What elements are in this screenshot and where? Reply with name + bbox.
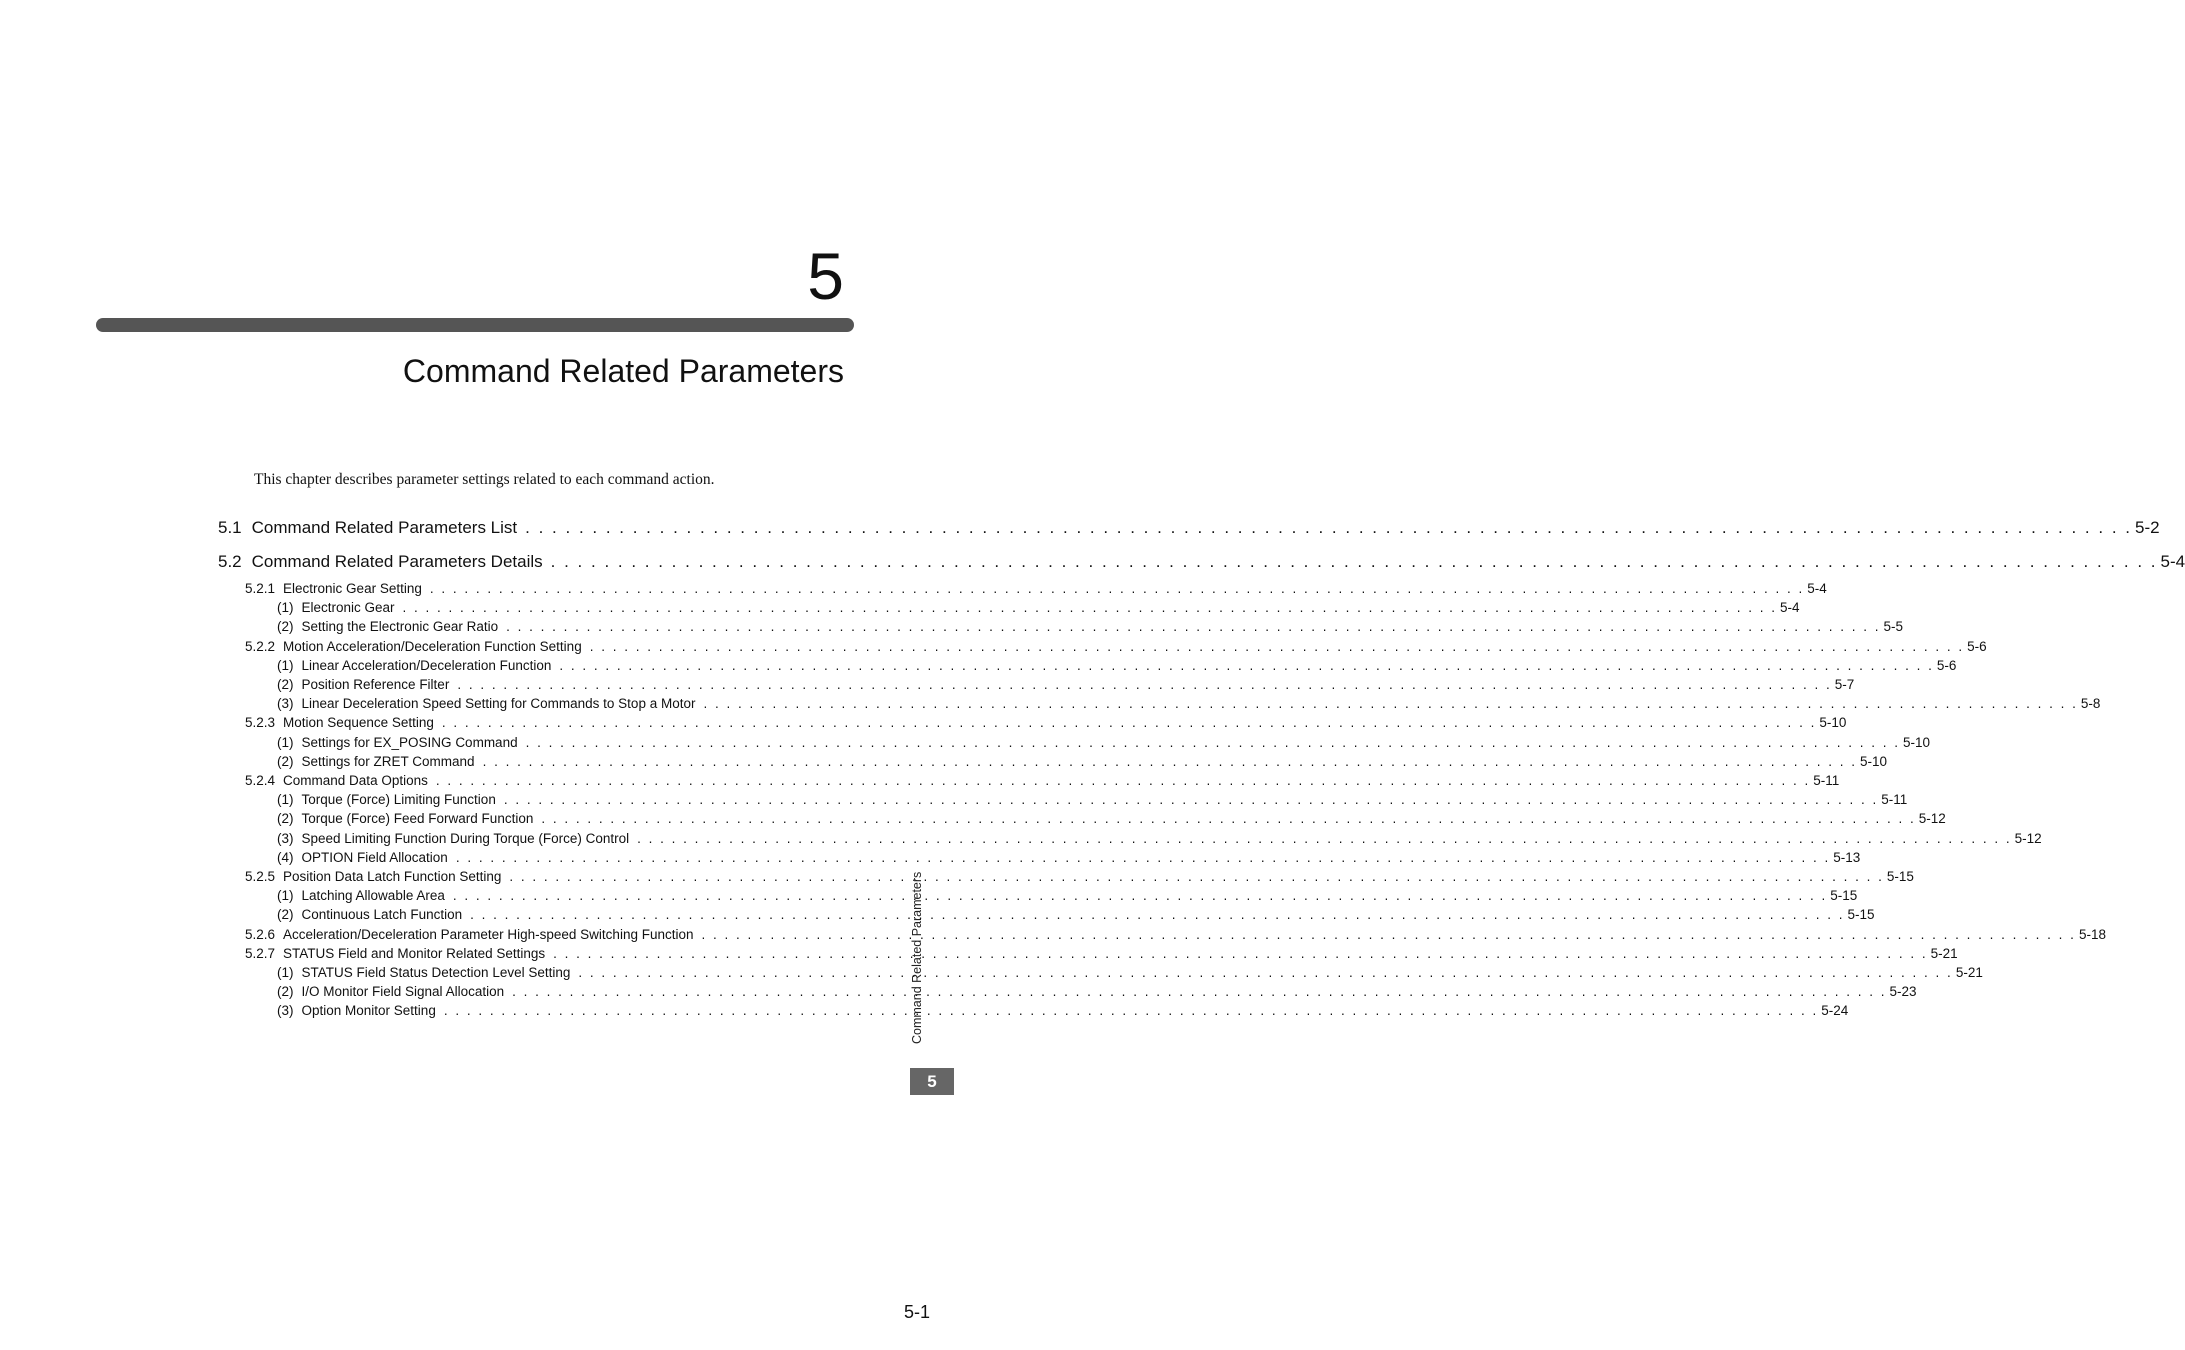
toc-entry[interactable]: [245, 637, 1987, 656]
toc-entry[interactable]: [218, 550, 2185, 574]
toc-entry-number: (2): [277, 677, 294, 692]
toc-entry-number: (2): [277, 984, 294, 1000]
toc-entry-title: Speed Limiting Function During Torque (Force) Control: [301, 830, 630, 846]
toc-entry[interactable]: [277, 982, 1917, 1001]
toc-entry[interactable]: [277, 694, 2101, 713]
toc-entry-page: 5-7: [1834, 677, 1855, 692]
toc-entry-page: 5-18: [2078, 926, 2106, 942]
toc-entry-title: Settings for ZRET Command: [301, 753, 475, 769]
toc-entry-page: 5-6: [1936, 657, 1957, 673]
toc-entry-page: 5-23: [1889, 984, 1917, 1000]
toc-entry-number: (4): [277, 849, 294, 865]
toc-entry-title: Position Data Latch Function Setting: [283, 869, 502, 884]
toc-entry-page: 5-10: [1819, 715, 1847, 731]
toc-entry-title: I/O Monitor Field Signal Allocation: [301, 984, 505, 1000]
toc-dot-leader: . . . . . . . . . . . . . . . . . . . . . . . . . . . . . . . . . . . . . . . . . . . . . . . . . . . . . . . . . . . . . . . . . . . . . . . . . . . . . . . . . . . . . . . . . . . . . . . . . . . . . . . . . . . . . . . . . . . . . . . .: [455, 849, 1831, 865]
toc-dot-leader: . . . . . . . . . . . . . . . . . . . . . . . . . . . . . . . . . . . . . . . . . . . . . . . . . . . . . . . . . . . . . . . . . . . . . . . . . . . . . . . . . . . . . . . . . . . . . . . . . . . . . . . . . . . . . . . . . . . . . . . .: [701, 926, 2076, 942]
chapter-number: 5: [807, 239, 844, 313]
toc-entry-title: Acceleration/Deceleration Parameter High-speed Switching Function: [283, 926, 694, 942]
toc-entry-page: 5-8: [2080, 696, 2101, 712]
toc-entry-number: 5.2.2: [245, 638, 276, 654]
toc-entry[interactable]: [245, 944, 1958, 963]
toc-dot-leader: . . . . . . . . . . . . . . . . . . . . . . . . . . . . . . . . . . . . . . . . . . . . . . . . . . . . . . . . . . . . . . . . . . . . . . . . . . . . . . . . . . . . . . . . . . . . . . . . . . . . . . . . . . . . . . . . . . . . . . . .: [589, 638, 1965, 654]
toc-entry-page: 5-10: [1903, 734, 1931, 750]
toc-entry[interactable]: [277, 886, 1858, 905]
toc-dot-leader: . . . . . . . . . . . . . . . . . . . . . . . . . . . . . . . . . . . . . . . . . . . . . . . . . . . . . . . . . . . . . . . . . . . . . . . . . . . . . . . . . . . . . . . . . . . . . . . . . . . . . . . . . . . . . . . . . . . . . . . .: [506, 619, 1881, 635]
toc-entry[interactable]: [277, 598, 1800, 617]
toc-entry[interactable]: [245, 867, 1914, 886]
toc-entry-number: (2): [277, 907, 294, 923]
toc-entry[interactable]: [277, 656, 1957, 675]
toc-entry-title: Settings for EX_POSING Command: [301, 734, 518, 750]
toc-entry-number: 5.2.3: [245, 715, 276, 731]
toc-dot-leader: . . . . . . . . . . . . . . . . . . . . . . . . . . . . . . . . . . . . . . . . . . . . . . . . . . . . . . . . . . . . . . . . . . . . . . . . . . . . . . . . . . . . . . . . . . . . . . . . . . . . . . . . . . . . . . . . . . . . . . . .: [525, 734, 1901, 750]
toc-entry-number: (3): [277, 830, 294, 846]
toc-dot-leader: . . . . . . . . . . . . . . . . . . . . . . . . . . . . . . . . . . . . . . . . . . . . . . . . . . . . . . . . . . . . . . . . . . . . . . . . . . . . . . . . . . . . . . . . . . . . . . . . . . . . . . . . . . . . . . . . . . . . . . . .: [553, 945, 1928, 961]
toc-entry-number: 5.2.4: [245, 773, 276, 788]
toc-entry-title: Linear Acceleration/Deceleration Function: [301, 657, 552, 673]
page-number: 5-1: [903, 1302, 930, 1322]
toc-dot-leader: . . . . . . . . . . . . . . . . . . . . . . . . . . . . . . . . . . . . . . . . . . . . . . . . . . . . . . . . . . . . . . . . . . . . . . . . . . . . . . . . . . . . . . . . . . . . . . . . . . . . . . . . . . . . . . . . . . . . . . . .: [503, 792, 1879, 808]
toc-entry-page: 5-21: [1930, 945, 1958, 961]
toc-dot-leader: . . . . . . . . . . . . . . . . . . . . . . . . . . . . . . . . . . . . . . . . . . . . . . . . . . . . . . . . . . . . . . . . . . . . . . . . . . . . . . . . . . . . . . . . . . . . . . . . . . . . . . . . . . . . . . . . . . . . . . . .: [703, 696, 2078, 712]
toc-entry-page: 5-21: [1955, 965, 1983, 980]
toc-entry-number: (3): [277, 1003, 294, 1019]
toc-entry-title: Electronic Gear: [301, 600, 395, 616]
toc-entry-title: Motion Sequence Setting: [283, 715, 434, 731]
toc-entry[interactable]: [277, 675, 1855, 694]
toc-dot-leader: . . . . . . . . . . . . . . . . . . . . . . . . . . . . . . . . . . . . . . . . . . . . . . . . . . . . . . . . . . . . . . . . . . . . . . . . . . . . . . . . . . . . . . . . . . . . . . . . . . . . . . . . . . . . . . . . . . . . . . . .: [525, 518, 2132, 537]
toc-dot-leader: . . . . . . . . . . . . . . . . . . . . . . . . . . . . . . . . . . . . . . . . . . . . . . . . . . . . . . . . . . . . . . . . . . . . . . . . . . . . . . . . . . . . . . . . . . . . . . . . . . . . . . . . . . . . . . . . . . . . . . . .: [512, 984, 1887, 1000]
toc-entry-title: Command Related Parameters List: [251, 518, 518, 537]
toc-entry-number: 5.2: [218, 552, 242, 571]
toc-entry-page: 5-5: [1883, 619, 1904, 635]
toc-entry-page: 5-11: [1813, 773, 1840, 788]
toc-entry-title: Option Monitor Setting: [301, 1003, 436, 1019]
toc-entry-title: Linear Deceleration Speed Setting for Commands to Stop a Motor: [301, 696, 696, 712]
toc-dot-leader: . . . . . . . . . . . . . . . . . . . . . . . . . . . . . . . . . . . . . . . . . . . . . . . . . . . . . . . . . . . . . . . . . . . . . . . . . . . . . . . . . . . . . . . . . . . . . . . . . . . . . . . . . . . . . . . . . . . . . . . .: [637, 830, 2012, 846]
toc-dot-leader: . . . . . . . . . . . . . . . . . . . . . . . . . . . . . . . . . . . . . . . . . . . . . . . . . . . . . . . . . . . . . . . . . . . . . . . . . . . . . . . . . . . . . . . . . . . . . . . . . . . . . . . . . . . . . . . . . . . . . . . .: [402, 600, 1777, 616]
toc-entry-number: (1): [277, 657, 294, 673]
toc-entry-page: 5-15: [1886, 869, 1914, 884]
toc-entry[interactable]: [245, 713, 1847, 732]
toc-entry-number: (1): [277, 600, 294, 616]
toc-entry-title: Setting the Electronic Gear Ratio: [301, 619, 499, 635]
toc-entry-number: (1): [277, 888, 294, 904]
toc-entry-title: Torque (Force) Limiting Function: [301, 792, 496, 808]
toc-dot-leader: . . . . . . . . . . . . . . . . . . . . . . . . . . . . . . . . . . . . . . . . . . . . . . . . . . . . . . . . . . . . . . . . . . . . . . . . . . . . . . . . . . . . . . . . . . . . . . . . . . . . . . . . . . . . . . . . . . . . . . . .: [509, 869, 1884, 884]
toc-dot-leader: . . . . . . . . . . . . . . . . . . . . . . . . . . . . . . . . . . . . . . . . . . . . . . . . . . . . . . . . . . . . . . . . . . . . . . . . . . . . . . . . . . . . . . . . . . . . . . . . . . . . . . . . . . . . . . . . . . . . . . . .: [470, 907, 1845, 923]
toc-entry[interactable]: [245, 925, 2106, 944]
toc-entry-title: Position Reference Filter: [301, 677, 450, 692]
toc-dot-leader: . . . . . . . . . . . . . . . . . . . . . . . . . . . . . . . . . . . . . . . . . . . . . . . . . . . . . . . . . . . . . . . . . . . . . . . . . . . . . . . . . . . . . . . . . . . . . . . . . . . . . . . . . . . . . . . . . . . . . . . .: [482, 753, 1857, 769]
toc-entry[interactable]: [277, 809, 1946, 828]
toc-dot-leader: . . . . . . . . . . . . . . . . . . . . . . . . . . . . . . . . . . . . . . . . . . . . . . . . . . . . . . . . . . . . . . . . . . . . . . . . . . . . . . . . . . . . . . . . . . . . . . . . . . . . . . . . . . . . . . . . . . . . . . . .: [443, 1003, 1819, 1019]
toc-dot-leader: . . . . . . . . . . . . . . . . . . . . . . . . . . . . . . . . . . . . . . . . . . . . . . . . . . . . . . . . . . . . . . . . . . . . . . . . . . . . . . . . . . . . . . . . . . . . . . . . . . . . . . . . . . . . . . . . . . . . . . . .: [541, 811, 1916, 827]
toc-entry-page: 5-12: [1918, 811, 1946, 827]
toc-entry-page: 5-2: [2135, 518, 2160, 537]
toc-entry-number: (1): [277, 965, 294, 980]
toc-entry[interactable]: [277, 1001, 1849, 1020]
toc-entry-title: Latching Allowable Area: [301, 888, 445, 904]
toc-entry[interactable]: [277, 733, 1931, 752]
toc-entry-number: 5.1: [218, 518, 242, 537]
toc-entry-page: 5-12: [2014, 830, 2042, 846]
toc-entry-page: 5-10: [1860, 753, 1888, 769]
toc-entry[interactable]: [277, 905, 1875, 924]
toc-entry[interactable]: [277, 829, 2042, 848]
toc-entry-number: (3): [277, 696, 294, 712]
toc-entry-page: 5-4: [2160, 552, 2185, 571]
toc-entry-page: 5-13: [1833, 849, 1861, 865]
side-chapter-tab: 5: [910, 1068, 954, 1095]
toc-entry-page: 5-6: [1967, 638, 1987, 654]
toc-entry-title: Command Related Parameters Details: [251, 552, 543, 571]
toc-entry-number: (1): [277, 792, 294, 808]
toc-entry-number: (2): [277, 753, 294, 769]
toc-entry[interactable]: [277, 848, 1861, 867]
chapter-intro: This chapter describes parameter settings related to each command action.: [254, 471, 715, 488]
toc-entry-page: 5-4: [1807, 581, 1827, 596]
toc-entry-title: STATUS Field and Monitor Related Settings: [283, 945, 546, 961]
toc-entry[interactable]: [277, 963, 1983, 982]
toc-dot-leader: . . . . . . . . . . . . . . . . . . . . . . . . . . . . . . . . . . . . . . . . . . . . . . . . . . . . . . . . . . . . . . . . . . . . . . . . . . . . . . . . . . . . . . . . . . . . . . . . . . . . . . . . . . . . . . . . . . . . . . . .: [441, 715, 1817, 731]
toc-entry-number: (1): [277, 734, 294, 750]
toc-entry-page: 5-15: [1830, 888, 1858, 904]
toc-entry[interactable]: [218, 516, 2160, 540]
side-chapter-label: Command Related Parameters: [910, 871, 924, 1044]
toc-entry[interactable]: [245, 771, 1840, 790]
toc-entry-page: 5-11: [1881, 792, 1908, 808]
chapter-title: Command Related Parameters: [402, 353, 844, 389]
toc-dot-leader: . . . . . . . . . . . . . . . . . . . . . . . . . . . . . . . . . . . . . . . . . . . . . . . . . . . . . . . . . . . . . . . . . . . . . . . . . . . . . . . . . . . . . . . . . . . . . . . . . . . . . . . . . . . . . . . . . . . . . . . .: [457, 677, 1832, 692]
toc-entry-title: STATUS Field Status Detection Level Setting: [301, 965, 571, 980]
toc-dot-leader: . . . . . . . . . . . . . . . . . . . . . . . . . . . . . . . . . . . . . . . . . . . . . . . . . . . . . . . . . . . . . . . . . . . . . . . . . . . . . . . . . . . . . . . . . . . . . . . . . . . . . . . . . . . . . . . . . . . . . . . .: [550, 552, 2158, 571]
toc-dot-leader: . . . . . . . . . . . . . . . . . . . . . . . . . . . . . . . . . . . . . . . . . . . . . . . . . . . . . . . . . . . . . . . . . . . . . . . . . . . . . . . . . . . . . . . . . . . . . . . . . . . . . . . . . . . . . . . . . . . . . . . .: [435, 773, 1811, 788]
toc-entry-title: Electronic Gear Setting: [283, 581, 422, 596]
toc-dot-leader: . . . . . . . . . . . . . . . . . . . . . . . . . . . . . . . . . . . . . . . . . . . . . . . . . . . . . . . . . . . . . . . . . . . . . . . . . . . . . . . . . . . . . . . . . . . . . . . . . . . . . . . . . . . . . . . . . . . . . . . .: [452, 888, 1828, 904]
toc-entry[interactable]: [277, 752, 1888, 771]
toc-dot-leader: . . . . . . . . . . . . . . . . . . . . . . . . . . . . . . . . . . . . . . . . . . . . . . . . . . . . . . . . . . . . . . . . . . . . . . . . . . . . . . . . . . . . . . . . . . . . . . . . . . . . . . . . . . . . . . . . . . . . . . . .: [559, 657, 1934, 673]
toc-entry-number: 5.2.1: [245, 581, 276, 596]
toc-entry-page: 5-24: [1821, 1003, 1849, 1019]
toc-entry-title: Command Data Options: [283, 773, 428, 788]
toc-entry-title: Torque (Force) Feed Forward Function: [301, 811, 534, 827]
toc-entry-page: 5-15: [1847, 907, 1875, 923]
toc-entry-title: OPTION Field Allocation: [301, 849, 448, 865]
toc-entry-number: 5.2.5: [245, 869, 276, 884]
toc-dot-leader: . . . . . . . . . . . . . . . . . . . . . . . . . . . . . . . . . . . . . . . . . . . . . . . . . . . . . . . . . . . . . . . . . . . . . . . . . . . . . . . . . . . . . . . . . . . . . . . . . . . . . . . . . . . . . . . . . . . . . . . .: [429, 581, 1805, 596]
toc-entry-number: 5.2.7: [245, 945, 276, 961]
toc-entry-number: 5.2.6: [245, 926, 276, 942]
toc-entry-title: Motion Acceleration/Deceleration Function Setting: [283, 638, 582, 654]
toc-dot-leader: . . . . . . . . . . . . . . . . . . . . . . . . . . . . . . . . . . . . . . . . . . . . . . . . . . . . . . . . . . . . . . . . . . . . . . . . . . . . . . . . . . . . . . . . . . . . . . . . . . . . . . . . . . . . . . . . . . . . . . . .: [578, 965, 1953, 980]
toc-entry[interactable]: [245, 579, 1827, 598]
toc-entry[interactable]: [277, 617, 1904, 636]
toc-entry-title: Continuous Latch Function: [301, 907, 463, 923]
toc-entry-number: (2): [277, 811, 294, 827]
toc-entry-page: 5-4: [1779, 600, 1800, 616]
toc-entry-number: (2): [277, 619, 294, 635]
toc-entry[interactable]: [277, 790, 1908, 809]
